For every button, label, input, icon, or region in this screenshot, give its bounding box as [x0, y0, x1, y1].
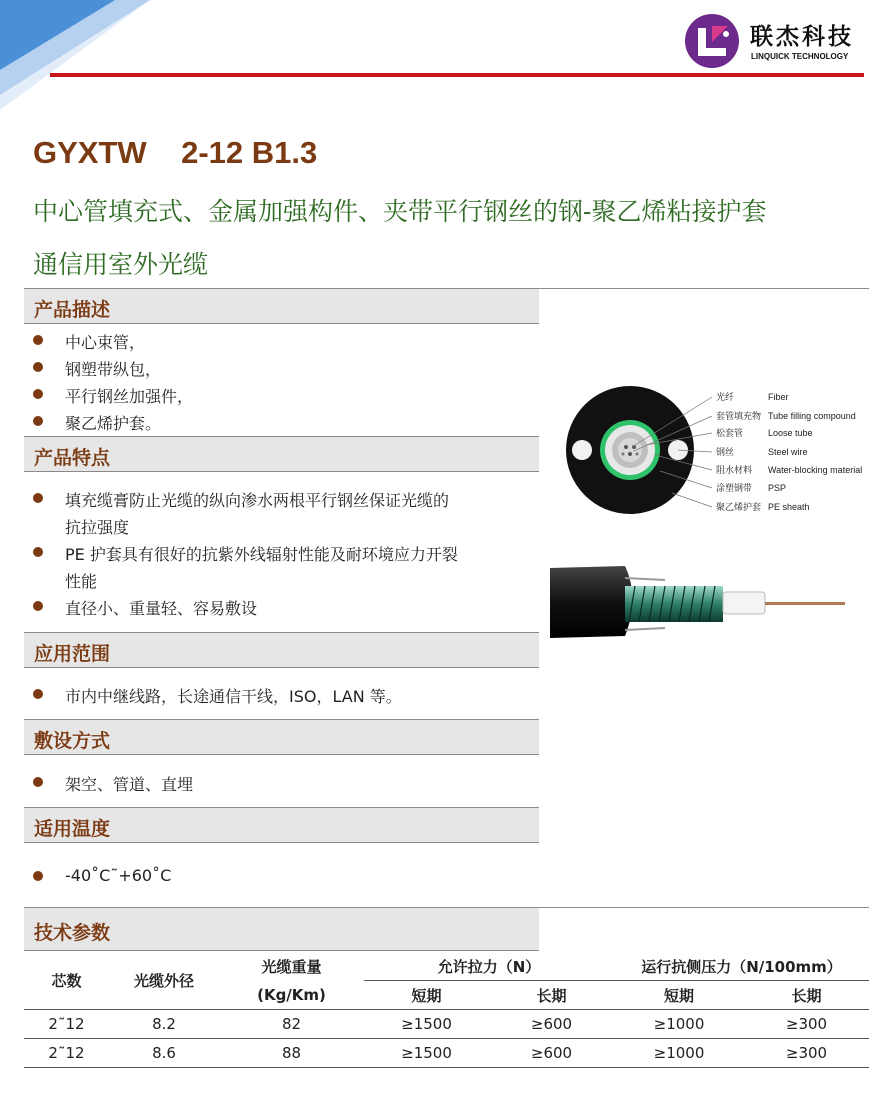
section-rule	[539, 288, 869, 289]
th-crush-long: 长期	[791, 986, 822, 1005]
corner-decoration	[0, 0, 175, 110]
th-tensile-short: 短期	[411, 986, 442, 1005]
th-cores: 芯数	[51, 972, 82, 990]
table-row	[24, 1039, 869, 1068]
diagram-label-cn: 套管填充物	[716, 412, 762, 422]
cell-tensile-long: ≥600	[489, 1039, 614, 1068]
cell-weight: 82	[219, 1010, 364, 1039]
cell-crush-long: ≥300	[744, 1010, 869, 1039]
th-tensile-long: 长期	[536, 986, 567, 1005]
diagram-label-en: Fiber	[768, 392, 789, 402]
cell-crush-short: ≥1000	[614, 1010, 744, 1039]
th-weight: 光缆重量	[261, 957, 322, 976]
th-crush: 运行抗侧压力（N/100mm）	[614, 952, 869, 981]
section-rule	[539, 907, 869, 908]
list-item-continuation: 性能	[65, 572, 98, 591]
product-model: GYXTW 2-12 B1.3	[33, 135, 318, 170]
section-header-temperature	[24, 807, 539, 843]
header-divider	[50, 73, 864, 77]
th-tensile: 允许拉力（N）	[364, 952, 614, 981]
diagram-label-cn: 松套管	[716, 429, 744, 439]
section-header-installation	[24, 719, 539, 755]
cable-photo	[545, 558, 845, 648]
product-subtitle-line1: 中心管填充式、金属加强构件、夹带平行钢丝的钢-聚乙烯粘接护套	[33, 197, 767, 226]
th-diameter: 光缆外径	[133, 972, 194, 990]
table-header-row	[24, 952, 869, 981]
section-title: 应用范围	[34, 643, 111, 665]
logo-mark-icon	[682, 12, 742, 70]
section-title: 产品特点	[34, 447, 111, 469]
table-row	[24, 1010, 869, 1039]
logo-english-name: LINQUICK TECHNOLOGY	[751, 52, 849, 61]
diagram-label-en: Steel wire	[768, 447, 808, 457]
diagram-label-cn: 涂塑钢带	[716, 484, 753, 494]
section-header-tech	[24, 907, 539, 951]
cell-cores: 2˜12	[24, 1010, 109, 1039]
section-title: 技术参数	[34, 922, 111, 944]
company-logo	[682, 12, 872, 70]
product-subtitle-line2: 通信用室外光缆	[33, 250, 209, 279]
diagram-label-cn: 光纤	[716, 393, 735, 403]
cell-cores: 2˜12	[24, 1039, 109, 1068]
diagram-label-en: Water-blocking material	[768, 465, 863, 475]
diagram-label-cn: 聚乙烯护套	[716, 503, 762, 513]
spec-table	[24, 952, 869, 1068]
cell-weight: 88	[219, 1039, 364, 1068]
cell-tensile-short: ≥1500	[364, 1010, 489, 1039]
logo-chinese-name: 联杰科技	[750, 24, 854, 50]
cell-tensile-long: ≥600	[489, 1010, 614, 1039]
cell-diameter: 8.2	[109, 1010, 219, 1039]
cell-crush-long: ≥300	[744, 1039, 869, 1068]
diagram-label-en: PSP	[768, 483, 787, 493]
section-title: 适用温度	[34, 818, 111, 840]
section-header-features	[24, 436, 539, 472]
list-item-continuation: 抗拉强度	[65, 518, 130, 537]
cell-crush-short: ≥1000	[614, 1039, 744, 1068]
section-title: 产品描述	[34, 299, 111, 321]
th-weight-unit: (Kg/Km)	[257, 985, 326, 1004]
cell-tensile-short: ≥1500	[364, 1039, 489, 1068]
section-header-description	[24, 288, 539, 324]
section-header-application	[24, 632, 539, 668]
cable-cross-section-diagram	[560, 375, 880, 535]
diagram-label-en: Loose tube	[768, 428, 813, 438]
diagram-label-en: PE sheath	[768, 502, 810, 512]
cell-diameter: 8.6	[109, 1039, 219, 1068]
diagram-label-cn: 钢丝	[716, 448, 735, 458]
diagram-label-cn: 阻水材料	[716, 466, 753, 476]
th-crush-short: 短期	[663, 986, 694, 1005]
diagram-label-en: Tube filling compound	[768, 411, 856, 421]
section-title: 敷设方式	[34, 730, 111, 752]
